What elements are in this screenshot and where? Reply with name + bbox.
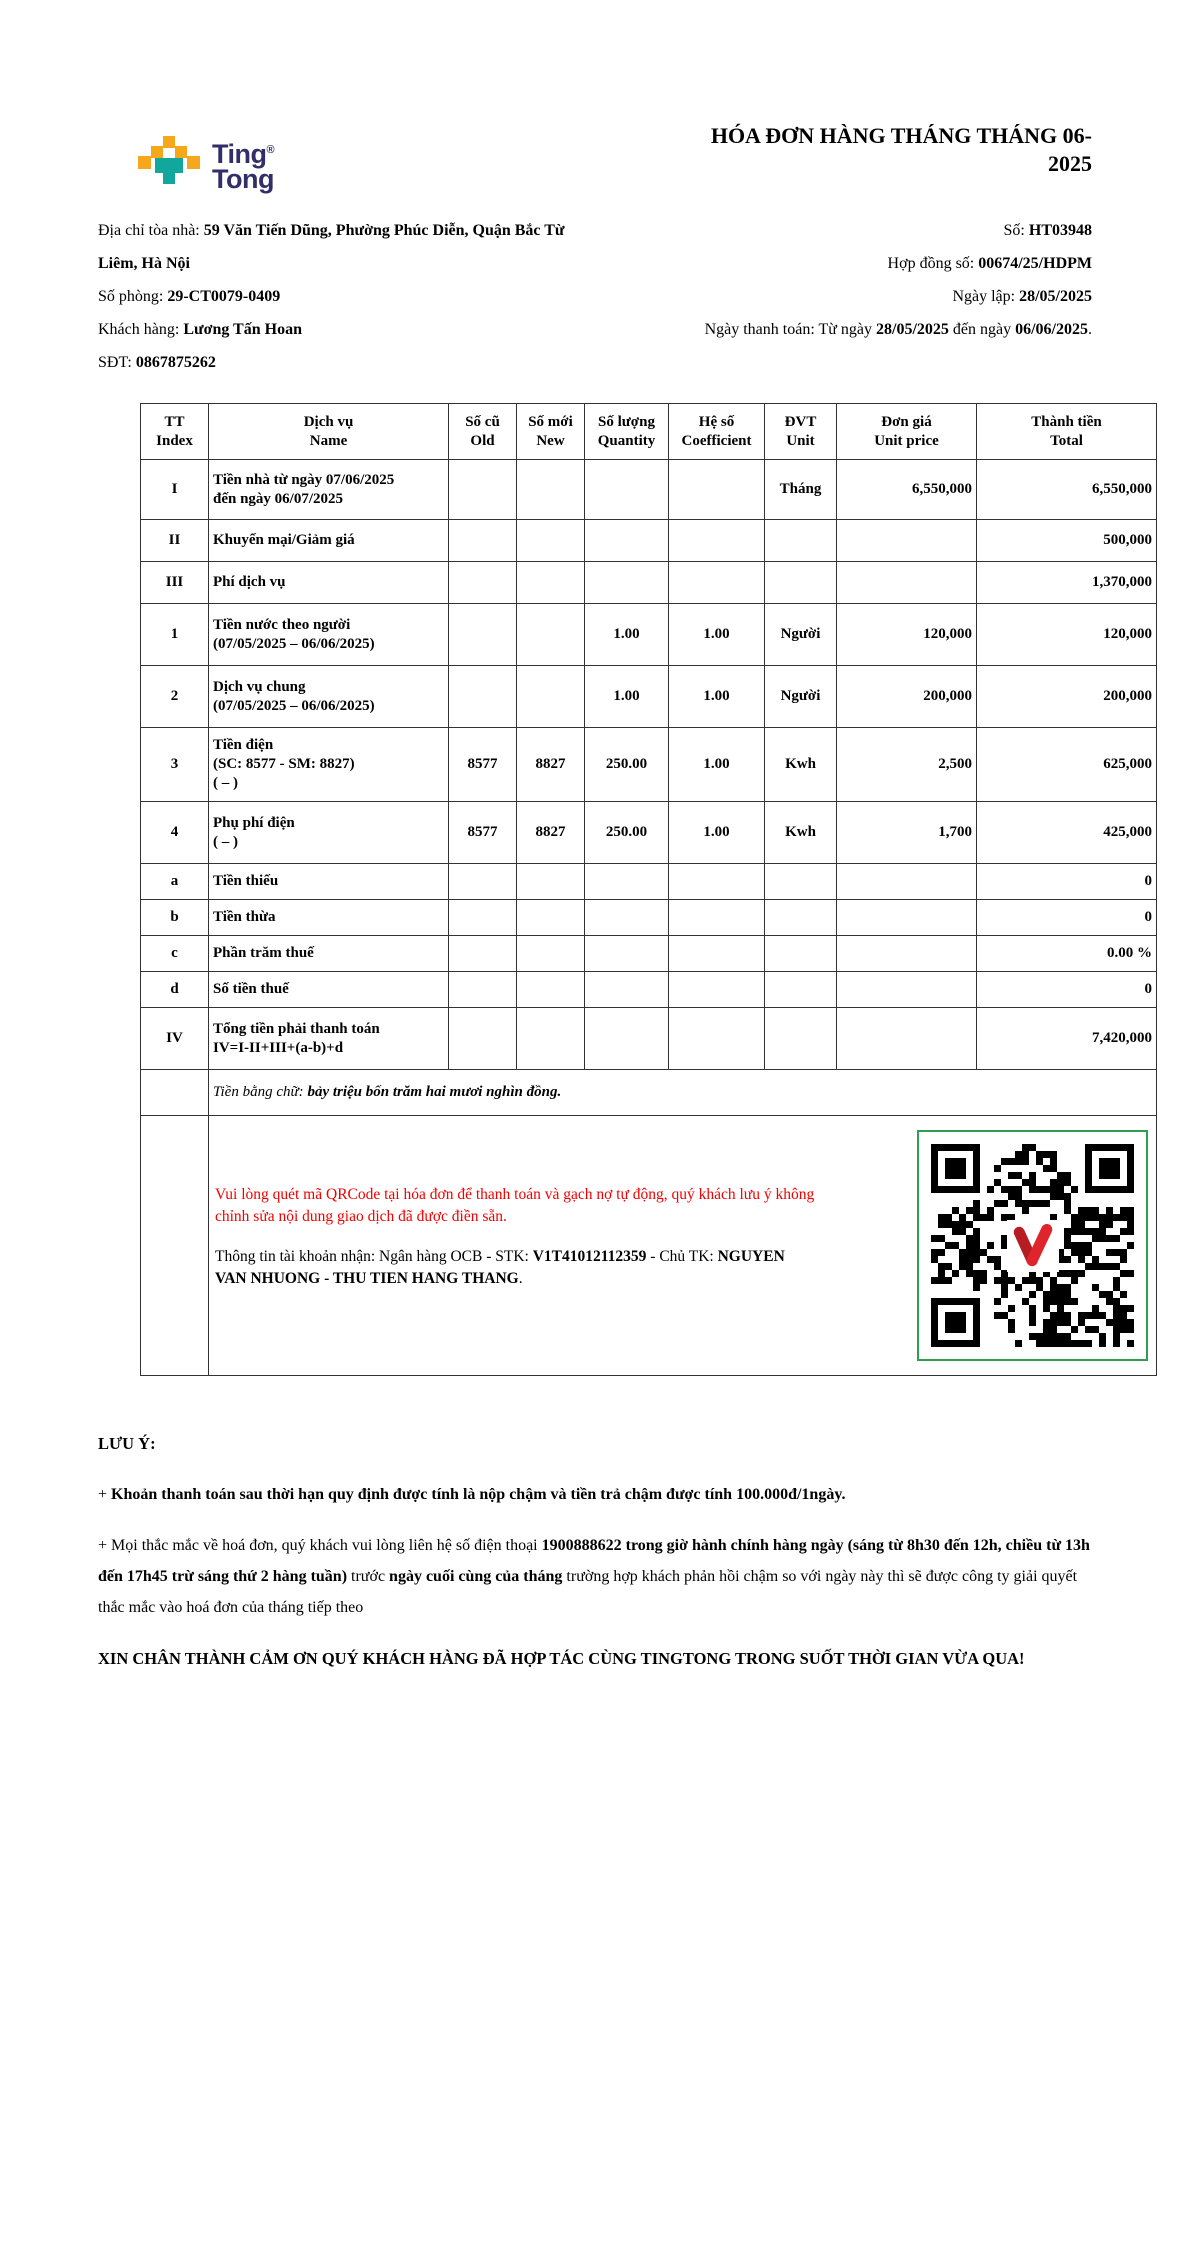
cell-total: 0 — [977, 900, 1157, 936]
cell-old — [449, 562, 517, 604]
cell-unit-price — [837, 1008, 977, 1070]
cell-unit: Tháng — [765, 460, 837, 520]
cell-quantity — [585, 972, 669, 1008]
table-row-common-service — [141, 666, 1157, 728]
cell-quantity: 250.00 — [585, 802, 669, 864]
cell-quantity — [585, 520, 669, 562]
cell-new: 8827 — [517, 728, 585, 802]
cell-unit — [765, 936, 837, 972]
cell-old — [449, 1008, 517, 1070]
cell-index: IV — [141, 1008, 209, 1070]
notes-heading: LƯU Ý: — [98, 1434, 156, 1453]
table-row-rent — [141, 460, 1157, 520]
cell-coefficient: 1.00 — [669, 802, 765, 864]
cell-total: 0.00 % — [977, 936, 1157, 972]
cell-service-name: Tiền thừa — [209, 900, 449, 936]
invoice-number: Số: HT03948 — [1003, 222, 1092, 239]
cell-service-name: Tiền nước theo người (07/05/2025 – 06/06/2025) — [209, 604, 449, 666]
registered-mark: ® — [266, 144, 275, 156]
cell-total: 120,000 — [977, 604, 1157, 666]
cell-old: 8577 — [449, 728, 517, 802]
col-header-quantity: Số lượng Quantity — [585, 404, 669, 460]
customer-phone: SĐT: 0867875262 — [98, 354, 216, 371]
cell-unit-price: 200,000 — [837, 666, 977, 728]
cell-new — [517, 562, 585, 604]
cell-unit-price: 2,500 — [837, 728, 977, 802]
table-row-grand-total — [141, 1008, 1157, 1070]
cell-coefficient: 1.00 — [669, 604, 765, 666]
table-row-surplus — [141, 900, 1157, 936]
cell-total: 1,370,000 — [977, 562, 1157, 604]
cell-coefficient: 1.00 — [669, 666, 765, 728]
table-row-tax-percent — [141, 936, 1157, 972]
cell-unit: Người — [765, 666, 837, 728]
cell-new — [517, 972, 585, 1008]
cell-service-name: Tiền nhà từ ngày 07/06/2025 đến ngày 06/07/2025 — [209, 460, 449, 520]
building-address: Địa chỉ tòa nhà: 59 Văn Tiến Dũng, Phường Phúc Diễn, Quận Bắc Từ Liêm, Hà Nội — [98, 222, 565, 272]
hotline-note: + Mọi thắc mắc về hoá đơn, quý khách vui lòng liên hệ số điện thoại 1900888622 trong giờ hành chính hàng ngày (sáng từ 8h30 đến 12h, chiều từ 13h đến 17h45 trừ sáng thứ 2 hàng tuần) trước ngày cuối cùng của tháng trường hợp khách phản hồi chậm so với ngày này thì sẽ được công ty giải quyết thắc mắc vào hoá đơn của tháng tiếp theo — [98, 1537, 1090, 1616]
cell-total: 425,000 — [977, 802, 1157, 864]
cell-old — [449, 604, 517, 666]
cell-service-name: Số tiền thuế — [209, 972, 449, 1008]
cell-coefficient — [669, 460, 765, 520]
cell-quantity: 250.00 — [585, 728, 669, 802]
cell-old — [449, 864, 517, 900]
cell-index: 4 — [141, 802, 209, 864]
table-row-discount — [141, 520, 1157, 562]
cell-unit-price — [837, 900, 977, 936]
cell-unit-price: 120,000 — [837, 604, 977, 666]
invoice-title — [622, 122, 1092, 178]
cell-quantity: 1.00 — [585, 666, 669, 728]
cell-old — [449, 460, 517, 520]
cell-index: 2 — [141, 666, 209, 728]
issue-date: Ngày lập: 28/05/2025 — [952, 288, 1092, 305]
cell-total: 7,420,000 — [977, 1008, 1157, 1070]
cell-service-name: Dịch vụ chung (07/05/2025 – 06/06/2025) — [209, 666, 449, 728]
table-row-service-fee — [141, 562, 1157, 604]
cell-total: 0 — [977, 864, 1157, 900]
tingtong-logo-icon — [138, 136, 200, 194]
cell-total: 200,000 — [977, 666, 1157, 728]
invoice-meta — [98, 214, 1092, 379]
logo-wordmark — [212, 138, 274, 192]
cell-index: III — [141, 562, 209, 604]
cell-coefficient — [669, 936, 765, 972]
logo-word-ting: Ting — [212, 139, 267, 169]
cell-coefficient — [669, 864, 765, 900]
cell-quantity — [585, 900, 669, 936]
cell-index: b — [141, 900, 209, 936]
cell-unit-price — [837, 936, 977, 972]
cell-unit — [765, 1008, 837, 1070]
table-row-tax-amount — [141, 972, 1157, 1008]
cell-old — [449, 666, 517, 728]
cell-index: 1 — [141, 604, 209, 666]
cell-unit: Kwh — [765, 728, 837, 802]
cell-coefficient — [669, 520, 765, 562]
qr-warning-note: Vui lòng quét mã QRCode tại hóa đơn để thanh toán và gạch nợ tự động, quý khách lưu ý không chỉnh sửa nội dung giao dịch đã được điền sẵn. — [215, 1185, 815, 1225]
cell-coefficient — [669, 972, 765, 1008]
cell-index: a — [141, 864, 209, 900]
meta-left — [98, 214, 578, 379]
col-header-coefficient: Hệ số Coefficient — [669, 404, 765, 460]
header — [98, 120, 1092, 194]
cell-new — [517, 460, 585, 520]
cell-old — [449, 900, 517, 936]
cell-unit — [765, 520, 837, 562]
footer-notes — [98, 1428, 1098, 1674]
cell-new — [517, 1008, 585, 1070]
invoice-title-line2: 2025 — [1048, 151, 1092, 176]
col-header-unit-price: Đơn giá Unit price — [837, 404, 977, 460]
cell-unit — [765, 900, 837, 936]
cell-new — [517, 864, 585, 900]
cell-old — [449, 520, 517, 562]
table-row-electricity-surcharge — [141, 802, 1157, 864]
cell-quantity: 1.00 — [585, 604, 669, 666]
cell-unit-price — [837, 520, 977, 562]
cell-service-name: Phụ phí điện ( – ) — [209, 802, 449, 864]
col-header-unit: ĐVT Unit — [765, 404, 837, 460]
cell-old: 8577 — [449, 802, 517, 864]
cell-new — [517, 900, 585, 936]
cell-unit: Người — [765, 604, 837, 666]
cell-service-name: Tiền thiếu — [209, 864, 449, 900]
thank-you-message: XIN CHÂN THÀNH CẢM ƠN QUÝ KHÁCH HÀNG ĐÃ HỢP TÁC CÙNG TINGTONG TRONG SUỐT THỜI GIAN VỪA QUA! — [98, 1649, 1025, 1668]
cell-unit-price — [837, 972, 977, 1008]
cell-unit — [765, 864, 837, 900]
cell-index: 3 — [141, 728, 209, 802]
cell-new — [517, 666, 585, 728]
cell-unit-price: 1,700 — [837, 802, 977, 864]
cell-new — [517, 520, 585, 562]
col-header-name: Dịch vụ Name — [209, 404, 449, 460]
cell-old — [449, 936, 517, 972]
col-header-total: Thành tiền Total — [977, 404, 1157, 460]
late-payment-note: + Khoản thanh toán sau thời hạn quy định được tính là nộp chậm và tiền trả chậm được tính 100.000đ/1ngày. — [98, 1486, 846, 1503]
cell-total: 625,000 — [977, 728, 1157, 802]
cell-empty — [141, 1116, 209, 1376]
table-row-amount-in-words — [141, 1070, 1157, 1116]
cell-total: 500,000 — [977, 520, 1157, 562]
logo-word-tong: Tong — [212, 164, 274, 194]
cell-unit-price — [837, 864, 977, 900]
cell-service-name: Khuyến mại/Giảm giá — [209, 520, 449, 562]
cell-coefficient — [669, 900, 765, 936]
meta-right — [578, 214, 1092, 379]
cell-quantity — [585, 460, 669, 520]
cell-unit: Kwh — [765, 802, 837, 864]
contract-number: Hợp đồng số: 00674/25/HDPM — [887, 255, 1092, 272]
col-header-index: TT Index — [141, 404, 209, 460]
payment-instructions — [213, 1184, 815, 1308]
payment-period: Ngày thanh toán: Từ ngày 28/05/2025 đến ngày 06/06/2025. — [704, 321, 1092, 338]
tingtong-logo — [138, 136, 274, 194]
cell-index: I — [141, 460, 209, 520]
cell-quantity — [585, 562, 669, 604]
bank-account-info: Thông tin tài khoản nhận: Ngân hàng OCB - STK: V1T41012112359 - Chủ TK: NGUYEN VAN NHUONG - THU TIEN HANG THANG. — [215, 1247, 785, 1287]
cell-quantity — [585, 936, 669, 972]
room-number: Số phòng: 29-CT0079-0409 — [98, 288, 281, 305]
invoice-title-line1: HÓA ĐƠN HÀNG THÁNG THÁNG 06- — [710, 123, 1092, 148]
cell-unit — [765, 562, 837, 604]
qr-code-box — [917, 1130, 1148, 1361]
cell-empty — [141, 1070, 209, 1116]
cell-index: d — [141, 972, 209, 1008]
cell-total: 0 — [977, 972, 1157, 1008]
table-row-water — [141, 604, 1157, 666]
cell-new — [517, 936, 585, 972]
customer-name: Khách hàng: Lương Tấn Hoan — [98, 321, 302, 338]
cell-new: 8827 — [517, 802, 585, 864]
cell-coefficient — [669, 1008, 765, 1070]
cell-unit — [765, 972, 837, 1008]
cell-total: 6,550,000 — [977, 460, 1157, 520]
cell-unit-price — [837, 562, 977, 604]
cell-quantity — [585, 864, 669, 900]
cell-new — [517, 604, 585, 666]
cell-service-name: Phần trăm thuế — [209, 936, 449, 972]
table-row-shortage — [141, 864, 1157, 900]
cell-old — [449, 972, 517, 1008]
cell-index: II — [141, 520, 209, 562]
cell-index: c — [141, 936, 209, 972]
cell-coefficient — [669, 562, 765, 604]
table-row-electricity — [141, 728, 1157, 802]
vietqr-v-icon — [1007, 1220, 1059, 1272]
cell-service-name: Tiền điện (SC: 8577 - SM: 8827) ( – ) — [209, 728, 449, 802]
cell-coefficient: 1.00 — [669, 728, 765, 802]
qr-payment-cell — [209, 1116, 1157, 1376]
amount-in-words: Tiền bằng chữ: bảy triệu bốn trăm hai mươi nghìn đồng. — [209, 1070, 1157, 1116]
cell-service-name: Phí dịch vụ — [209, 562, 449, 604]
cell-unit-price: 6,550,000 — [837, 460, 977, 520]
table-row-qr — [141, 1116, 1157, 1376]
table-header-row — [141, 404, 1157, 460]
col-header-new: Số mới New — [517, 404, 585, 460]
invoice-table — [140, 403, 1157, 1376]
col-header-old: Số cũ Old — [449, 404, 517, 460]
cell-quantity — [585, 1008, 669, 1070]
cell-service-name: Tổng tiền phải thanh toán IV=I-II+III+(a-b)+d — [209, 1008, 449, 1070]
